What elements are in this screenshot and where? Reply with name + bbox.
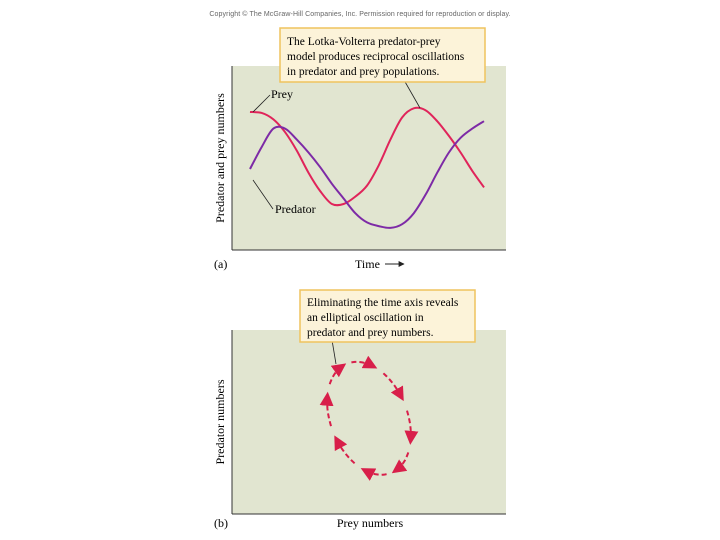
panel-a-label: (a)	[214, 257, 228, 271]
copyright-notice: Copyright © The McGraw-Hill Companies, Inc. Permission required for reproduction or display.	[209, 11, 511, 18]
panel-a-callout-line-2: model produces reciprocal oscillations	[287, 51, 465, 63]
panel-b-y-axis-label: Predator numbers	[213, 379, 227, 465]
predator-series-label: Predator	[275, 202, 316, 216]
panel-b-label: (b)	[214, 516, 228, 530]
panel-b	[213, 290, 506, 530]
panel-a	[213, 28, 506, 271]
panel-b-callout-line-1: Eliminating the time axis reveals	[307, 297, 459, 309]
panel-b-callout-line-2: an elliptical oscillation in	[307, 312, 424, 324]
panel-a-y-axis-label: Predator and prey numbers	[213, 93, 227, 223]
panel-a-callout-line-3: in predator and prey populations.	[287, 66, 440, 78]
prey-series-label: Prey	[271, 87, 293, 101]
panel-a-callout-line-1: The Lotka-Volterra predator-prey	[287, 36, 441, 48]
panel-b-plot-area	[232, 330, 506, 514]
panel-b-x-axis-label: Prey numbers	[336, 516, 404, 530]
panel-b-callout-line-3: predator and prey numbers.	[307, 327, 434, 339]
panel-a-x-axis-label: Time	[355, 257, 380, 271]
